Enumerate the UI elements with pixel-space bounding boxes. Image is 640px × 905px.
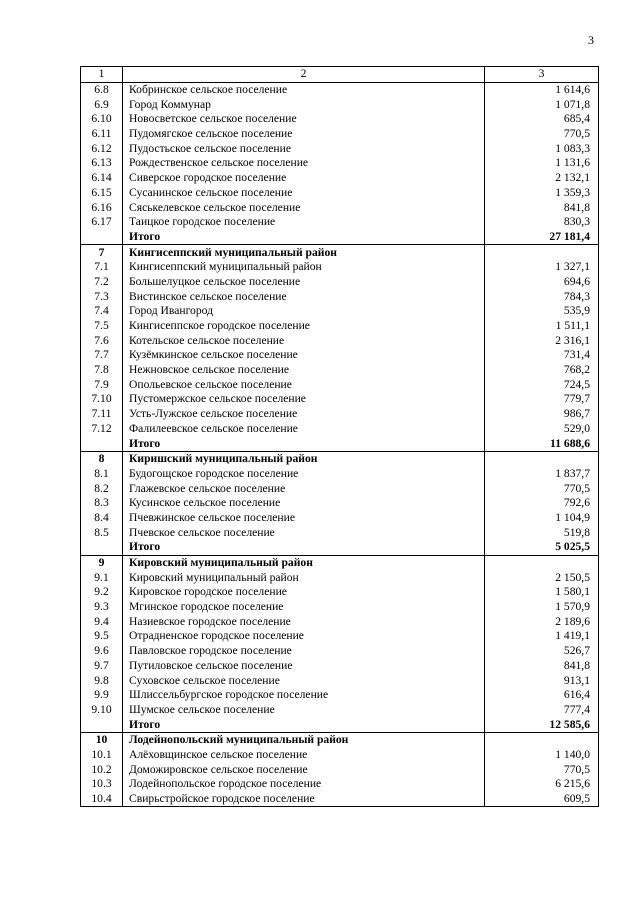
- table-row: [81, 333, 599, 348]
- table-row: [81, 659, 599, 674]
- row-name: Лодейнопольский муниципальный район: [123, 732, 485, 747]
- table-row: [81, 644, 599, 659]
- row-number: 9.7: [81, 659, 123, 674]
- row-name: Мгинское городское поселение: [123, 600, 485, 615]
- row-number: 9.8: [81, 673, 123, 688]
- row-number: [81, 540, 123, 555]
- row-number: 7.8: [81, 363, 123, 378]
- row-value: 2 316,1: [485, 333, 599, 348]
- row-number: 8.1: [81, 467, 123, 482]
- row-value: 11 688,6: [485, 436, 599, 451]
- row-value: 731,4: [485, 348, 599, 363]
- row-value: 1 104,9: [485, 511, 599, 526]
- row-value: 986,7: [485, 407, 599, 422]
- row-number: 6.10: [81, 112, 123, 127]
- row-value: 2 132,1: [485, 171, 599, 186]
- row-name: Доможировское сельское поселение: [123, 762, 485, 777]
- row-number: 10.2: [81, 762, 123, 777]
- row-name: Итого: [123, 436, 485, 451]
- row-value: 616,4: [485, 688, 599, 703]
- row-name: Кобринское сельское поселение: [123, 82, 485, 97]
- table-row: [81, 200, 599, 215]
- row-number: 10: [81, 732, 123, 747]
- row-value: 913,1: [485, 673, 599, 688]
- total-row: [81, 717, 599, 732]
- header-col-name: 2: [123, 67, 485, 83]
- row-name: Шлиссельбургское городское поселение: [123, 688, 485, 703]
- row-value: 1 580,1: [485, 585, 599, 600]
- row-name: Итого: [123, 717, 485, 732]
- row-value: 5 025,5: [485, 540, 599, 555]
- row-number: 9.9: [81, 688, 123, 703]
- row-number: [81, 717, 123, 732]
- row-value: 841,8: [485, 659, 599, 674]
- row-number: 6.12: [81, 141, 123, 156]
- table-row: [81, 629, 599, 644]
- row-number: 9.5: [81, 629, 123, 644]
- header-col-value: 3: [485, 67, 599, 83]
- row-number: 8.5: [81, 525, 123, 540]
- row-value: [485, 451, 599, 466]
- table-row: [81, 112, 599, 127]
- row-value: 694,6: [485, 275, 599, 290]
- row-name: Вистинское сельское поселение: [123, 289, 485, 304]
- row-name: Будогощское городское поселение: [123, 467, 485, 482]
- table-row: [81, 171, 599, 186]
- row-number: 6.11: [81, 127, 123, 142]
- district-row: [81, 451, 599, 466]
- row-number: 6.16: [81, 200, 123, 215]
- row-number: 7.10: [81, 392, 123, 407]
- table-row: [81, 792, 599, 807]
- table-row: [81, 614, 599, 629]
- row-name: Итого: [123, 540, 485, 555]
- row-value: 1 131,6: [485, 156, 599, 171]
- row-name: Пчевское сельское поселение: [123, 525, 485, 540]
- row-number: 7.2: [81, 275, 123, 290]
- row-value: 535,9: [485, 304, 599, 319]
- row-name: Кировское городское поселение: [123, 585, 485, 600]
- row-value: 1 570,9: [485, 600, 599, 615]
- row-value: 519,8: [485, 525, 599, 540]
- row-name: Кировский муниципальный район: [123, 555, 485, 570]
- table-body: [81, 67, 599, 807]
- row-number: 7.11: [81, 407, 123, 422]
- row-name: Отрадненское городское поселение: [123, 629, 485, 644]
- table-row: [81, 260, 599, 275]
- table-row: [81, 304, 599, 319]
- row-name: Шумское сельское поселение: [123, 703, 485, 718]
- row-value: 529,0: [485, 422, 599, 437]
- district-row: [81, 245, 599, 260]
- table-row: [81, 289, 599, 304]
- row-value: 792,6: [485, 496, 599, 511]
- table-row: [81, 496, 599, 511]
- row-number: 7.4: [81, 304, 123, 319]
- row-number: 9.6: [81, 644, 123, 659]
- district-row: [81, 732, 599, 747]
- row-name: Павловское городское поселение: [123, 644, 485, 659]
- row-name: Путиловское сельское поселение: [123, 659, 485, 674]
- row-name: Кингисеппский муниципальный район: [123, 260, 485, 275]
- table-row: [81, 319, 599, 334]
- row-number: 6.9: [81, 97, 123, 112]
- row-number: 8.2: [81, 481, 123, 496]
- row-value: 1 359,3: [485, 186, 599, 201]
- row-name: Киришский муниципальный район: [123, 451, 485, 466]
- table-row: [81, 377, 599, 392]
- table-row: [81, 600, 599, 615]
- row-value: 1 140,0: [485, 748, 599, 763]
- row-value: 685,4: [485, 112, 599, 127]
- row-number: 6.15: [81, 186, 123, 201]
- row-value: 6 215,6: [485, 777, 599, 792]
- row-number: 8.3: [81, 496, 123, 511]
- row-name: Нежновское сельское поселение: [123, 363, 485, 378]
- row-number: 9.2: [81, 585, 123, 600]
- row-name: Глажевское сельское поселение: [123, 481, 485, 496]
- table-row: [81, 688, 599, 703]
- table-row: [81, 467, 599, 482]
- total-row: [81, 230, 599, 245]
- row-value: [485, 732, 599, 747]
- table-row: [81, 585, 599, 600]
- header-col-number: 1: [81, 67, 123, 83]
- row-number: 9.10: [81, 703, 123, 718]
- row-name: Суховское сельское поселение: [123, 673, 485, 688]
- table-row: [81, 82, 599, 97]
- row-number: 7.1: [81, 260, 123, 275]
- total-row: [81, 540, 599, 555]
- row-number: 7.5: [81, 319, 123, 334]
- row-value: 770,5: [485, 127, 599, 142]
- row-value: 2 189,6: [485, 614, 599, 629]
- row-name: Котельское сельское поселение: [123, 333, 485, 348]
- table-row: [81, 127, 599, 142]
- row-number: 7.6: [81, 333, 123, 348]
- row-value: 770,5: [485, 481, 599, 496]
- row-number: 9.3: [81, 600, 123, 615]
- row-name: Пудостьское сельское поселение: [123, 141, 485, 156]
- row-value: 770,5: [485, 762, 599, 777]
- row-value: 768,2: [485, 363, 599, 378]
- row-number: 7.9: [81, 377, 123, 392]
- row-name: Усть-Лужское сельское поселение: [123, 407, 485, 422]
- table-row: [81, 348, 599, 363]
- table-row: [81, 748, 599, 763]
- table-row: [81, 275, 599, 290]
- row-name: Кингисеппский муниципальный район: [123, 245, 485, 260]
- row-value: 2 150,5: [485, 570, 599, 585]
- row-name: Новосветское сельское поселение: [123, 112, 485, 127]
- row-value: 1 419,1: [485, 629, 599, 644]
- table-row: [81, 481, 599, 496]
- table-row: [81, 777, 599, 792]
- table-row: [81, 186, 599, 201]
- row-value: 12 585,6: [485, 717, 599, 732]
- row-name: Фалилеевское сельское поселение: [123, 422, 485, 437]
- row-number: 10.4: [81, 792, 123, 807]
- row-value: 784,3: [485, 289, 599, 304]
- district-row: [81, 555, 599, 570]
- row-value: 1 837,7: [485, 467, 599, 482]
- row-number: 6.14: [81, 171, 123, 186]
- total-row: [81, 436, 599, 451]
- table-row: [81, 215, 599, 230]
- row-number: 9.1: [81, 570, 123, 585]
- table-row: [81, 156, 599, 171]
- budget-table: [80, 66, 599, 807]
- table-row: [81, 363, 599, 378]
- row-number: 10.3: [81, 777, 123, 792]
- row-value: 1 614,6: [485, 82, 599, 97]
- row-value: [485, 245, 599, 260]
- row-value: [485, 555, 599, 570]
- row-number: 7: [81, 245, 123, 260]
- table-row: [81, 392, 599, 407]
- table-row: [81, 511, 599, 526]
- page-number: 3: [588, 33, 594, 47]
- row-name: Итого: [123, 230, 485, 245]
- table-row: [81, 570, 599, 585]
- row-name: Город Коммунар: [123, 97, 485, 112]
- table-row: [81, 422, 599, 437]
- row-number: 8: [81, 451, 123, 466]
- row-number: 7.3: [81, 289, 123, 304]
- row-value: 841,8: [485, 200, 599, 215]
- row-name: Сиверское городское поселение: [123, 171, 485, 186]
- row-number: 7.12: [81, 422, 123, 437]
- row-name: Город Ивангород: [123, 304, 485, 319]
- row-name: Кусинское сельское поселение: [123, 496, 485, 511]
- row-name: Кингисеппское городское поселение: [123, 319, 485, 334]
- row-number: 6.8: [81, 82, 123, 97]
- row-number: 9: [81, 555, 123, 570]
- table-row: [81, 703, 599, 718]
- row-value: 609,5: [485, 792, 599, 807]
- row-name: Назиевское городское поселение: [123, 614, 485, 629]
- row-number: 6.17: [81, 215, 123, 230]
- row-name: Сяськелевское сельское поселение: [123, 200, 485, 215]
- row-name: Кировский муниципальный район: [123, 570, 485, 585]
- row-name: Опольевское сельское поселение: [123, 377, 485, 392]
- table-row: [81, 141, 599, 156]
- row-name: Сусанинское сельское поселение: [123, 186, 485, 201]
- row-value: 830,3: [485, 215, 599, 230]
- row-name: Алёховщинское сельское поселение: [123, 748, 485, 763]
- row-value: 1 511,1: [485, 319, 599, 334]
- row-value: 1 083,3: [485, 141, 599, 156]
- row-name: Лодейнопольское городское поселение: [123, 777, 485, 792]
- row-value: 779,7: [485, 392, 599, 407]
- table-row: [81, 97, 599, 112]
- row-value: 1 327,1: [485, 260, 599, 275]
- table-header-row: [81, 67, 599, 83]
- row-value: 27 181,4: [485, 230, 599, 245]
- row-number: 10.1: [81, 748, 123, 763]
- row-number: 8.4: [81, 511, 123, 526]
- row-name: Пчевжинское сельское поселение: [123, 511, 485, 526]
- row-name: Пудомягское сельское поселение: [123, 127, 485, 142]
- row-number: [81, 436, 123, 451]
- row-name: Рождественское сельское поселение: [123, 156, 485, 171]
- row-name: Большелуцкое сельское поселение: [123, 275, 485, 290]
- row-name: Кузёмкинское сельское поселение: [123, 348, 485, 363]
- row-value: 526,7: [485, 644, 599, 659]
- table-row: [81, 673, 599, 688]
- row-value: 1 071,8: [485, 97, 599, 112]
- row-name: Пустомержское сельское поселение: [123, 392, 485, 407]
- table-row: [81, 525, 599, 540]
- row-number: 6.13: [81, 156, 123, 171]
- row-number: 7.7: [81, 348, 123, 363]
- table-row: [81, 407, 599, 422]
- row-name: Свирьстройское городское поселение: [123, 792, 485, 807]
- row-value: 777,4: [485, 703, 599, 718]
- row-number: 9.4: [81, 614, 123, 629]
- row-name: Таицкое городское поселение: [123, 215, 485, 230]
- row-number: [81, 230, 123, 245]
- row-value: 724,5: [485, 377, 599, 392]
- table-row: [81, 762, 599, 777]
